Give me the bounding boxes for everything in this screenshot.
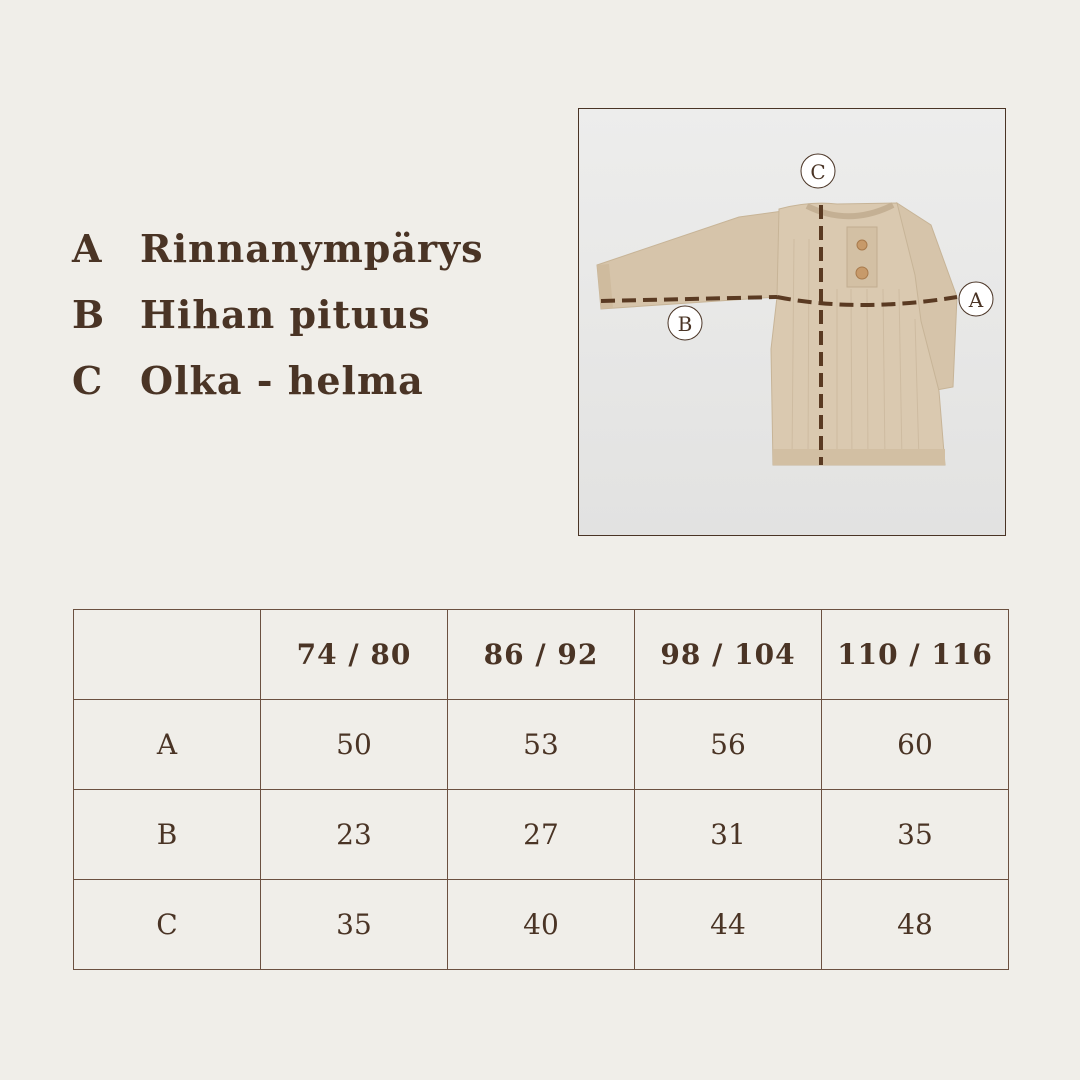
legend-letter: A [72, 226, 103, 271]
header-empty-cell [74, 610, 261, 700]
header-size-cell: 98 / 104 [635, 610, 822, 700]
button-bottom [856, 267, 868, 279]
table-cell: 50 [261, 700, 448, 790]
table-header-row [74, 610, 1009, 700]
table-cell: 53 [448, 700, 635, 790]
svg-text:A: A [968, 288, 984, 312]
row-label: C [74, 880, 261, 970]
svg-text:C: C [810, 160, 826, 184]
marker-b [668, 306, 702, 340]
shirt-illustration [579, 109, 1005, 535]
table-cell: 31 [635, 790, 822, 880]
table-row [74, 790, 1009, 880]
header-size-cell: 86 / 92 [448, 610, 635, 700]
hem-band [773, 449, 945, 465]
marker-a [959, 282, 993, 316]
button-top [857, 240, 867, 250]
legend-label: Hihan pituus [140, 292, 431, 337]
legend-letter: C [72, 358, 104, 403]
header-size-cell: 74 / 80 [261, 610, 448, 700]
table-row [74, 700, 1009, 790]
garment-photo [578, 108, 1006, 536]
table-cell: 44 [635, 880, 822, 970]
svg-text:B: B [677, 312, 693, 336]
table-cell: 60 [822, 700, 1009, 790]
table-cell: 35 [261, 880, 448, 970]
size-table [73, 609, 1009, 970]
table-row [74, 880, 1009, 970]
table-cell: 35 [822, 790, 1009, 880]
legend-label: Olka - helma [140, 358, 424, 403]
table-cell: 27 [448, 790, 635, 880]
row-label: A [74, 700, 261, 790]
table-cell: 23 [261, 790, 448, 880]
legend-item-a [72, 226, 484, 292]
table-cell: 56 [635, 700, 822, 790]
header-size-cell: 110 / 116 [822, 610, 1009, 700]
legend-item-c [72, 358, 484, 424]
marker-c [801, 154, 835, 188]
table-cell: 48 [822, 880, 1009, 970]
legend-item-b [72, 292, 484, 358]
row-label: B [74, 790, 261, 880]
legend-label: Rinnanympärys [140, 226, 484, 271]
measurement-legend [72, 226, 484, 424]
table-cell: 40 [448, 880, 635, 970]
legend-letter: B [72, 292, 106, 337]
